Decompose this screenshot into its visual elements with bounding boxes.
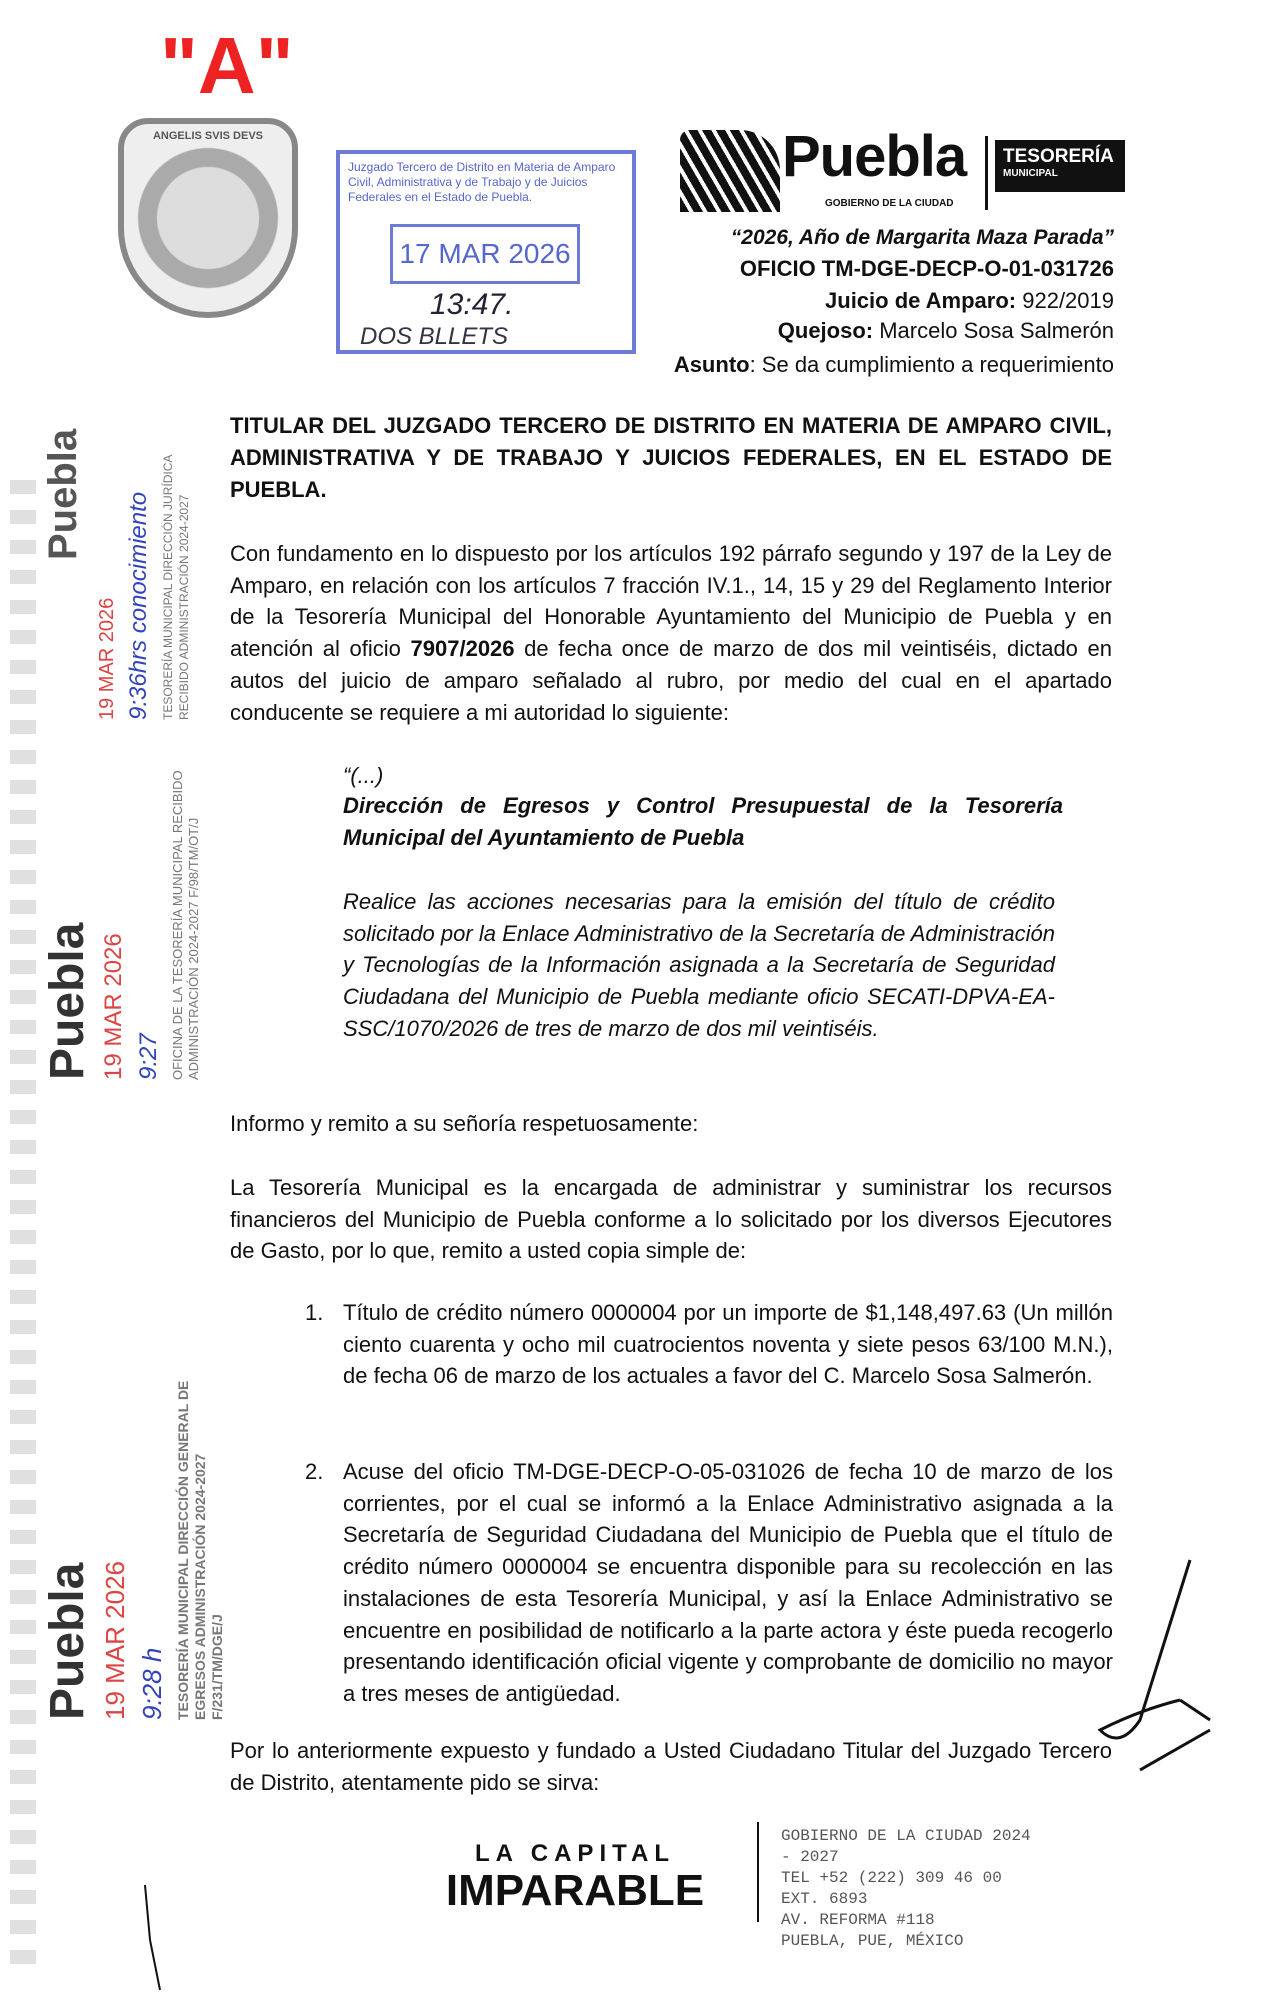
side-decorative-border <box>10 480 36 1980</box>
receipt-stamp-2: OFICINA DE LA TESORERÍA MUNICIPAL RECIBIDO ADMINISTRACIÓN 2024-2027 F/98/TM/OT/J <box>170 770 201 1080</box>
court-stamp-text: Juzgado Tercero de Distrito en Materia de Amparo Civil, Administrativa y de Trabajo y de Juicios Federales en el Estado de Puebla. <box>348 160 616 204</box>
logo-name: Puebla <box>782 124 967 189</box>
quejoso-line <box>778 318 1114 344</box>
margin-stroke-icon <box>140 1880 170 2000</box>
asunto-value: : Se da cumplimiento a requerimiento <box>749 352 1114 377</box>
receipt-stamp-1: TESORERÍA MUNICIPAL DIRECCIÓN JURÍDICA RECIBIDO ADMINISTRACIÓN 2024-2027 <box>161 455 191 720</box>
juicio-line <box>825 288 1114 314</box>
la-capital-imparable-logo <box>425 1840 725 1914</box>
quote-heading: Dirección de Egresos y Control Presupuestal de la Tesorería Municipal del Ayuntamiento de Puebla <box>343 793 1063 850</box>
p1-text-a: Con fundamento en lo dispuesto por los artículos 192 párrafo segundo y 197 de la Ley de Amparo, en relación con los artículos 7 fracción IV.1., 14, 15 y 29 del Reglamento Interior de la Tesorería Municipal del Honorable Ayuntamiento del Municipio de Puebla y en atención al oficio <box>230 541 1112 662</box>
address-line: EXT. 6893 <box>781 1890 868 1908</box>
side-logo-2-name: Puebla <box>41 922 94 1080</box>
quejoso-value: Marcelo Sosa Salmerón <box>873 318 1114 343</box>
oficio-number: OFICIO TM-DGE-DECP-O-01-031726 <box>739 256 1114 281</box>
address-line: PUEBLA, PUE, MÉXICO <box>781 1932 964 1950</box>
address-line: - 2027 <box>781 1848 839 1866</box>
puebla-tesoreria-logo <box>680 124 1130 212</box>
logo-bottom-text: IMPARABLE <box>445 1866 705 1915</box>
address-line: GOBIERNO DE LA CIUDAD 2024 <box>781 1827 1031 1845</box>
receipt-stamp-1-date: 19 MAR 2026 <box>96 597 118 720</box>
quote-open: “(...) <box>343 763 384 788</box>
logo-sub: GOBIERNO DE LA CIUDAD <box>825 198 954 209</box>
receipt-stamp-2-hand: 9:27 <box>135 1033 162 1080</box>
informo-line: Informo y remito a su señoría respetuosamente: <box>230 1111 699 1136</box>
asunto-label: Asunto <box>673 352 750 377</box>
logo-emblem-icon <box>680 130 780 212</box>
juicio-value: 922/2019 <box>1016 288 1114 313</box>
quejoso-label: Quejoso: <box>777 318 874 343</box>
item-1-text: Título de crédito número 0000004 por un importe de $1,148,497.63 (Un millón ciento cuarenta y ocho mil cuatrocientos noventa y siete pesos 63/100 M.N.), de fecha 06 de marzo de los actuales a favor del C. Marcelo Sosa Salmerón. <box>343 1300 1113 1389</box>
footer-address <box>781 1826 1031 1952</box>
address-line: AV. REFORMA #118 <box>781 1911 935 1929</box>
juicio-label: Juicio de Amparo: <box>825 288 1017 313</box>
closing-paragraph: Por lo anteriormente expuesto y fundado a Usted Ciudadano Titular del Juzgado Tercero de Distrito, atentamente pido se sirva: <box>230 1738 1112 1795</box>
court-stamp-time: 13:47. <box>430 288 514 321</box>
side-logo-2 <box>40 923 107 1080</box>
addressee: TITULAR DEL JUZGADO TERCERO DE DISTRITO EN MATERIA DE AMPARO CIVIL, ADMINISTRATIVA Y DE TRABAJO Y JUICIOS FEDERALES, EN EL ESTADO DE PUEBLA. <box>230 413 1112 502</box>
city-seal <box>118 118 298 318</box>
quote-text: Realice las acciones necesarias para la emisión del título de crédito solicitado por la Enlace Administrativo de la Secretaría de Administración y Tecnologías de la Información asignada a la Secretaría de Seguridad Ciudadana del Municipio de Puebla mediante oficio SECATI-DPVA-EA-SSC/1070/2026 de tres de marzo de dos mil veintiséis. <box>343 889 1055 1041</box>
p1-text-b: de fecha once de marzo de dos mil veintiséis, dictado en autos del juicio de amparo señalado al rubro, por medio del cual en el apartado conducente se requiere a mi autoridad lo siguiente: <box>230 636 1113 725</box>
receipt-stamp-3: TESORERÍA MUNICIPAL DIRECCIÓN GENERAL DE EGRESOS ADMINISTRACIÓN 2024-2027 F/231/TM/DGE/J <box>175 1380 225 1720</box>
court-receipt-stamp <box>336 150 636 354</box>
seal-text: ANGELIS SVIS DEVS <box>152 130 264 142</box>
footer-divider <box>757 1822 759 1922</box>
side-logo-3-name: Puebla <box>41 1562 94 1720</box>
handwritten-mark: "A" <box>160 21 294 110</box>
asunto-line <box>674 352 1114 378</box>
court-stamp-note: DOS BLLETS <box>360 323 509 350</box>
paragraph-tesoreria: La Tesorería Municipal es la encargada de administrar y suministrar los recursos financieros del Municipio de Puebla conforme a lo solicitado por los diversos Ejecutores de Gasto, por lo que, remito a usted copia simple de: <box>230 1175 1112 1264</box>
item-1-number: 1. <box>305 1300 324 1325</box>
receipt-stamp-1-hand: 9:36hrs conocimiento <box>125 491 152 720</box>
court-stamp-date: 17 MAR 2026 <box>390 224 580 284</box>
side-logo-1 <box>40 429 95 560</box>
logo-dept-box <box>995 140 1125 192</box>
logo-top-text: LA CAPITAL <box>475 1840 675 1867</box>
receipt-stamp-2-date: 19 MAR 2026 <box>100 933 127 1080</box>
logo-dept: TESORERÍA <box>1003 146 1114 167</box>
signature-icon <box>1080 1550 1230 1780</box>
side-logo-1-name: Puebla <box>41 428 85 560</box>
side-logo-3 <box>40 1563 107 1720</box>
receipt-stamp-3-date: 19 MAR 2026 <box>100 1561 130 1720</box>
year-motto: “2026, Año de Margarita Maza Parada” <box>730 226 1114 249</box>
paragraph-fundamento <box>230 538 1112 728</box>
item-2-number: 2. <box>305 1459 324 1484</box>
item-2-text: Acuse del oficio TM-DGE-DECP-O-05-031026 de fecha 10 de marzo de los corrientes, por el cual se informó a la Enlace Administrativo asignada a la Secretaría de Seguridad Ciudadana del Municipio de Puebla que el título de crédito número 0000004 se encuentra disponible para su recolección en las instalaciones de esta Tesorería Municipal, y así la Enlace Administrativo se encuentre en posibilidad de notificarlo a la parte actora y éste pueda recogerlo presentando identificación oficial vigente y comprobante de domicilio no mayor a tres meses de antigüedad. <box>343 1459 1113 1706</box>
address-line: TEL +52 (222) 309 46 00 <box>781 1869 1002 1887</box>
oficio-reference: 7907/2026 <box>410 636 515 662</box>
receipt-stamp-3-hand: 9:28 h <box>137 1647 167 1720</box>
logo-dept-sub: MUNICIPAL <box>1003 168 1058 179</box>
